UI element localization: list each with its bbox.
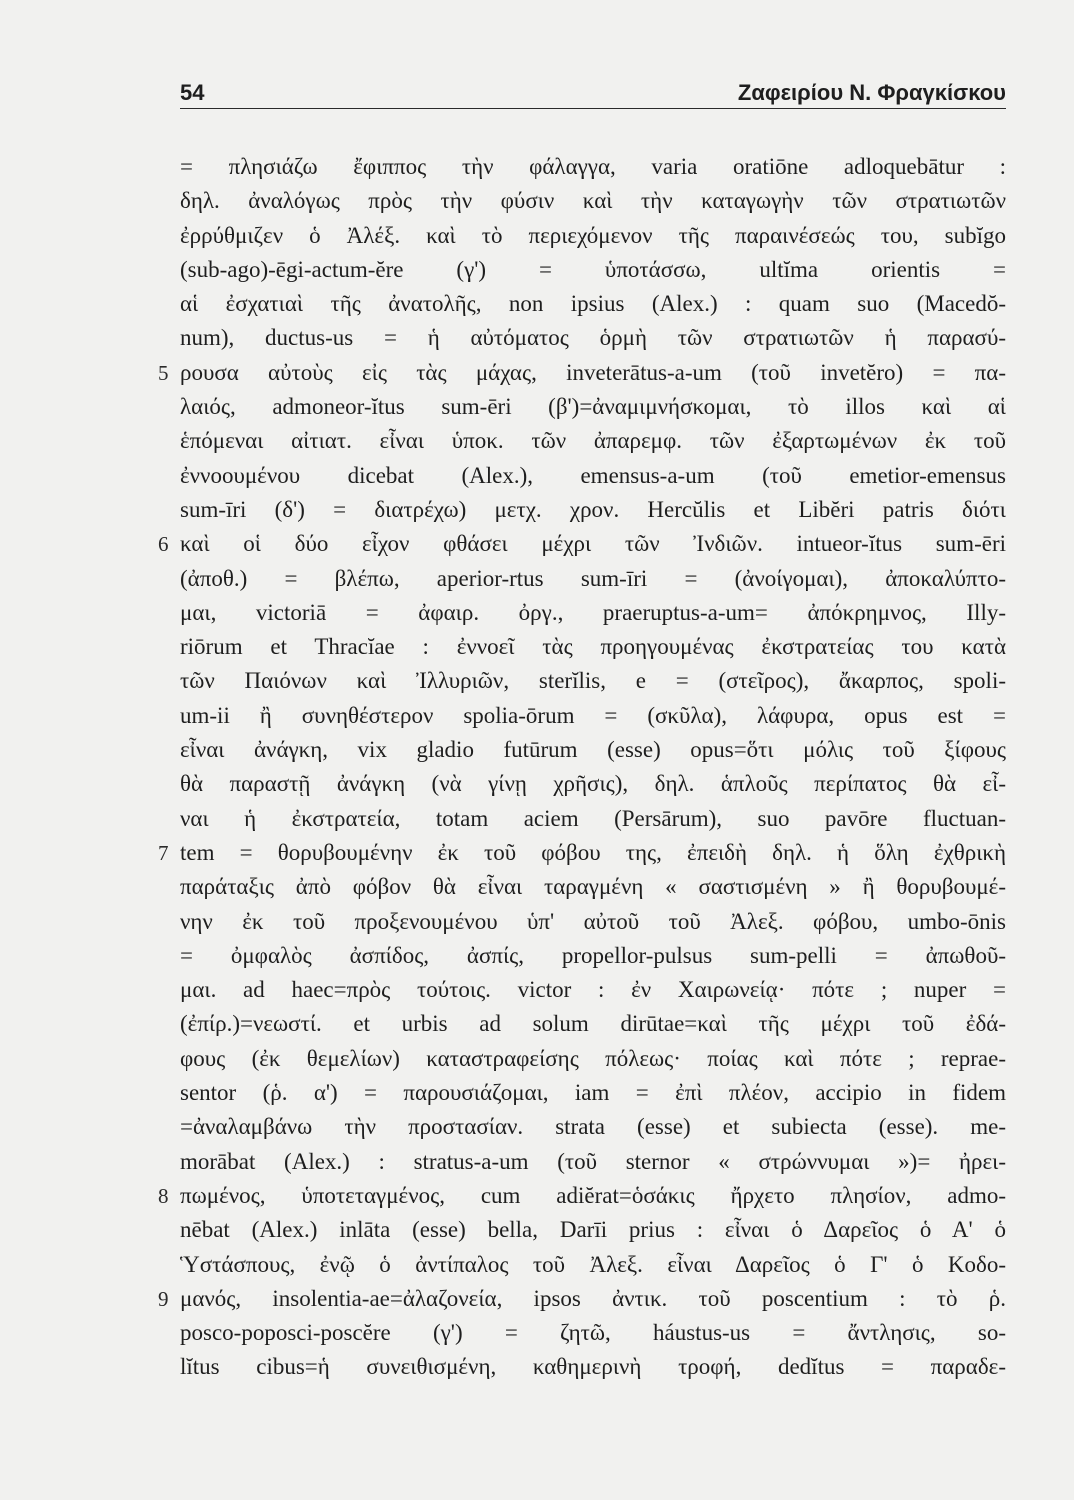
text-line: [180, 424, 1006, 458]
line-text: δηλ. ἀναλόγως πρὸς τὴν φύσιν καὶ τὴν καταγωγὴν τῶν στρατιωτῶν: [180, 188, 1006, 214]
running-head: Ζαφειρίου Ν. Φραγκίσκου: [737, 80, 1006, 105]
text-line: [180, 390, 1006, 424]
line-text: ἐρρύθμιζεν ὁ Ἀλέξ. καὶ τὸ περιεχόμενον τῆς παραινέσεώς του, subĭgo: [180, 222, 1006, 248]
line-text: πωμένος, ὑποτεταγμένος, cum adiĕrat=ὁσάκις ἤρχετο πλησίον, admo-: [180, 1182, 1006, 1208]
line-text: = ὀμφαλὸς ἀσπίδος, ἀσπίς, propellor-pulsus sum-pelli = ἀπωθοῦ-: [180, 942, 1006, 968]
line-text: ἑπόμεναι αἰτιατ. εἶναι ὑποκ. τῶν ἀπαρεμφ. τῶν ἐξαρτωμένων ἐκ τοῦ: [180, 428, 1006, 454]
line-text: θὰ παραστῇ ἀνάγκη (νὰ γίνῃ χρῆσις), δηλ. ἁπλοῦς περίπατος θὰ εἶ-: [180, 771, 1006, 797]
text-line: [180, 1042, 1006, 1076]
line-text: =ἀναλαμβάνω τὴν προστασίαν. strata (esse) et subiecta (esse). me-: [180, 1114, 1006, 1140]
text-line: [180, 802, 1006, 836]
text-line: [180, 1316, 1006, 1350]
text-line: [180, 1076, 1006, 1110]
text-line: [158, 527, 1006, 561]
line-text: παράταξις ἀπὸ φόβον θὰ εἶναι ταραγμένη « σαστισμένη » ἢ θορυβουμέ-: [180, 874, 1006, 900]
line-text: καὶ οἱ δύο εἶχον φθάσει μέχρι τῶν Ἰνδιῶν. intueor-ĭtus sum-ēri: [180, 531, 1006, 557]
text-line: [180, 1248, 1006, 1282]
text-line: [180, 1145, 1006, 1179]
line-text: ρουσα αὐτοὺς εἰς τὰς μάχας, inveterātus-a-um (τοῦ invetĕro) = πα-: [180, 359, 1006, 385]
line-text: εἶναι ἀνάγκη, vix gladio futūrum (esse) opus=ὅτι μόλις τοῦ ξίφους: [180, 737, 1006, 763]
line-number: 7: [158, 840, 169, 865]
line-text: φους (ἐκ θεμελίων) καταστραφείσης πόλεως· ποίας καὶ πότε ; reprae-: [180, 1045, 1006, 1071]
line-text: μαι, victoriā = ἀφαιρ. ὀργ., praeruptus-a-um= ἀπόκρημνος, Illy-: [180, 599, 1006, 625]
text-line: [180, 596, 1006, 630]
text-line: [180, 150, 1006, 184]
line-text: tem = θορυβουμένην ἐκ τοῦ φόβου της, ἐπειδὴ δηλ. ἡ ὅλη ἐχθρικὴ: [180, 839, 1006, 865]
text-body: [158, 150, 1006, 1385]
line-text: = πλησιάζω ἔφιππος τὴν φάλαγγα, varia oratiōne adloquebātur :: [180, 154, 1006, 179]
text-line: [180, 562, 1006, 596]
line-text: um-ii ἢ συνηθέστερον spolia-ōrum = (σκῦλα), λάφυρα, opus est =: [180, 702, 1006, 728]
line-text: (ἀποθ.) = βλέπω, aperior-rtus sum-īri = (ἀνοίγομαι), ἀποκαλύπτο-: [180, 565, 1006, 591]
text-line: [180, 219, 1006, 253]
text-line: [180, 184, 1006, 218]
page-number: 54: [180, 80, 205, 105]
line-text: αἱ ἐσχατιαὶ τῆς ἀνατολῆς, non ipsius (Alex.) : quam suo (Macedŏ-: [180, 291, 1006, 317]
text-line: [180, 1350, 1006, 1384]
line-text: nēbat (Alex.) inlāta (esse) bella, Darīi prius : εἶναι ὁ Δαρεῖος ὁ Α' ὁ: [180, 1217, 1006, 1243]
line-text: Ὑστάσπους, ἐνῷ ὁ ἀντίπαλος τοῦ Ἀλεξ. εἶναι Δαρεῖος ὁ Γ' ὁ Κοδο-: [180, 1251, 1006, 1277]
text-line: [180, 870, 1006, 904]
line-text: μανός, insolentia-ae=ἀλαζονεία, ipsos ἀντικ. τοῦ poscentium : τὸ ῥ.: [180, 1285, 1006, 1311]
line-number: 5: [158, 360, 169, 385]
line-number: 6: [158, 532, 169, 557]
line-text: (ἐπίρ.)=νεωστί. et urbis ad solum dirūtae=καὶ τῆς μέχρι τοῦ ἐδά-: [180, 1011, 1006, 1037]
text-line: [180, 733, 1006, 767]
line-text: num), ductus-us = ἡ αὐτόματος ὁρμὴ τῶν στρατιωτῶν ἡ παρασύ-: [180, 325, 1006, 351]
line-text: riōrum et Thracĭae : ἐννοεῖ τὰς προηγουμένας ἐκστρατείας του κατὰ: [180, 634, 1006, 660]
text-line: [180, 905, 1006, 939]
text-line: [180, 699, 1006, 733]
text-line: [180, 939, 1006, 973]
line-number: 8: [158, 1183, 169, 1208]
line-text: ναι ἡ ἐκστρατεία, totam aciem (Persārum), suo pavōre fluctuan-: [180, 805, 1006, 831]
line-number: 9: [158, 1286, 169, 1311]
line-text: morābat (Alex.) : stratus-a-um (τοῦ sternor « στρώννυμαι »)= ἠρει-: [180, 1148, 1006, 1174]
line-text: λαιός, admoneor-ĭtus sum-ēri (β')=ἀναμιμνήσκομαι, τὸ illos καὶ αἱ: [180, 394, 1006, 420]
line-text: sum-īri (δ') = διατρέχω) μετχ. χρον. Hercŭlis et Libĕri patris διότι: [180, 496, 1006, 522]
line-text: lĭtus cibus=ἡ συνειθισμένη, καθημερινὴ τροφή, dedĭtus = παραδε-: [180, 1354, 1006, 1380]
text-line: [180, 1110, 1006, 1144]
page-header: [180, 78, 1006, 109]
text-line: [180, 1213, 1006, 1247]
text-line: [158, 836, 1006, 870]
text-line: [180, 664, 1006, 698]
text-line: [158, 1179, 1006, 1213]
text-line: [180, 287, 1006, 321]
line-text: νην ἐκ τοῦ προξενουμένου ὑπ' αὐτοῦ τοῦ Ἀλεξ. φόβου, umbo-ōnis: [180, 908, 1006, 934]
line-text: (sub-ago)-ēgi-actum-ĕre (γ') = ὑποτάσσω, ultĭma orientis =: [180, 256, 1006, 282]
text-line: [180, 767, 1006, 801]
line-text: τῶν Παιόνων καὶ Ἰλλυριῶν, sterĭlis, e = (στεῖρος), ἄκαρπος, spoli-: [180, 668, 1006, 694]
line-text: μαι. ad haec=πρὸς τούτοις. victor : ἐν Χαιρωνείᾳ· πότε ; nuper =: [180, 977, 1006, 1003]
text-line: [180, 1007, 1006, 1041]
line-text: sentor (ῥ. α') = παρουσιάζομαι, iam = ἐπὶ πλέον, accipio in fidem: [180, 1080, 1006, 1106]
text-line: [158, 356, 1006, 390]
text-line: [180, 459, 1006, 493]
text-line: [180, 973, 1006, 1007]
text-line: [158, 1282, 1006, 1316]
text-line: [180, 253, 1006, 287]
line-text: ἐννοουμένου dicebat (Alex.), emensus-a-um (τοῦ emetior-emensus: [180, 462, 1006, 488]
text-line: [180, 321, 1006, 355]
text-line: [180, 493, 1006, 527]
line-text: posco-poposci-poscĕre (γ') = ζητῶ, háustus-us = ἄντλησις, so-: [180, 1320, 1006, 1346]
text-line: [180, 630, 1006, 664]
